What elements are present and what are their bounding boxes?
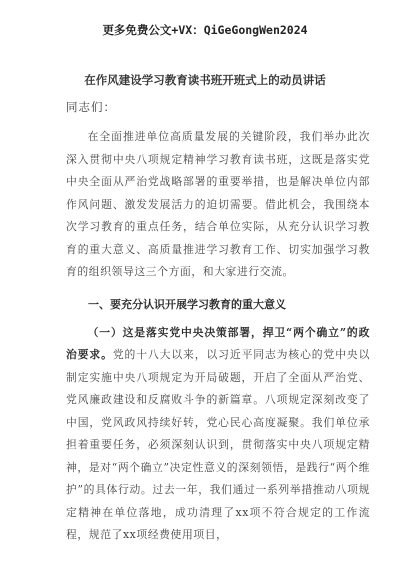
subsection-body: 党的十八大以来，以习近平同志为核心的党中央以制定实施中央八项规定为开局破题，开启了全面从严治党、党风廉政建设和反腐败斗争的新篇章。八项规定深刻改变了中国，党风政风持续好转，党心民心高度凝聚。我们单位承担着重要任务，必须深刻认识到，贯彻落实中央八项规定精神，是对“两个确立”决定性意义的深刻领悟，是践行“两个维护”的具体行动。过去一年，我们通过一系列举措推动八项规定精神在单位落地，成功清理了xx项不符合规定的工作流程，规范了xx项经费使用项目， bbox=[66, 348, 371, 541]
subsection-paragraph bbox=[66, 322, 370, 547]
document-title: 在作风建设学习教育读书班开班式上的动员讲话 bbox=[84, 73, 326, 87]
intro-paragraph: 在全面推进单位高质量发展的关键阶段，我们举办此次深入贯彻中央八项规定精神学习教育读书班，这既是落实党中央全面从严治党战略部署的重要举措，也是解决单位内部作风问题、激发发展活力的迫切需要。借此机会，我围绕本次学习教育的重点任务，结合单位实际，从充分认识学习教育的重大意义、高质量推进学习教育工作、切实加强学习教育的组织领导这三个方面，和大家进行交流。 bbox=[66, 130, 370, 278]
section-heading: 一、要充分认识开展学习教育的重大意义 bbox=[88, 297, 286, 311]
subsection-lead: （一）这是落实党中央决策部署，捍卫“两个确立”的政治要求。 bbox=[66, 325, 370, 361]
salutation: 同志们： bbox=[66, 100, 116, 114]
document-body bbox=[66, 96, 370, 547]
promo-banner: 更多免费公文+VX：QiGeGongWen2024 bbox=[102, 23, 308, 37]
